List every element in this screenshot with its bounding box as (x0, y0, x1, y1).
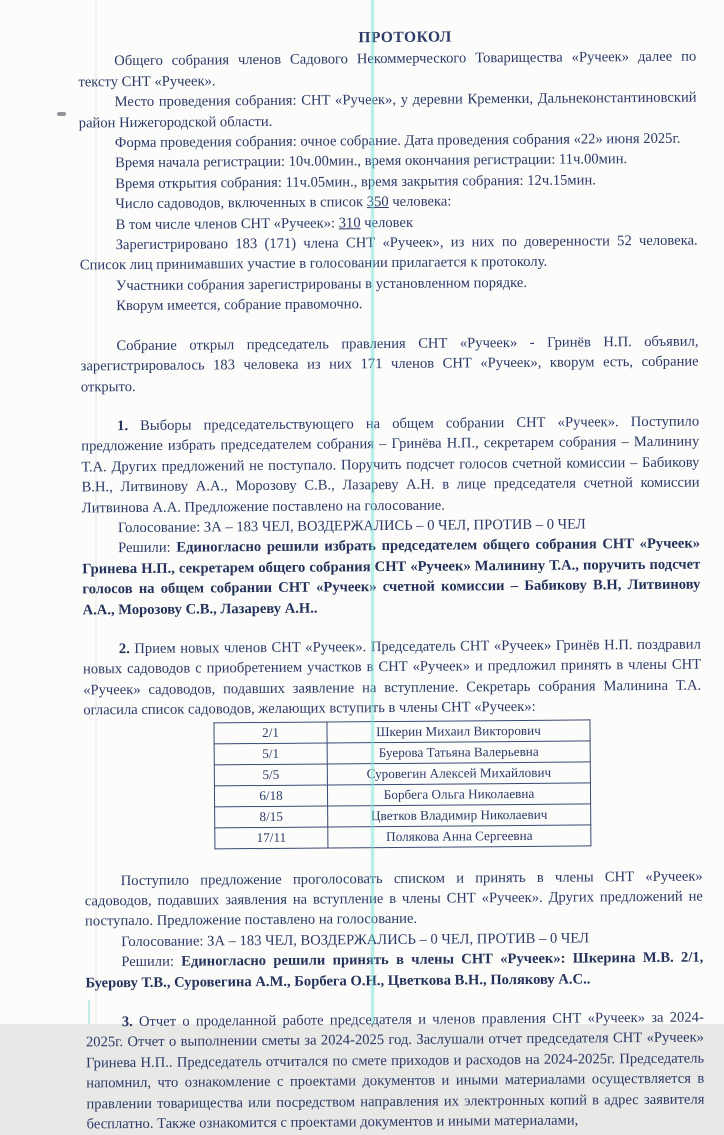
text-run: Кворум имеется, собрание правомочно. (116, 296, 363, 315)
text-run: Время начала регистрации: 10ч.00мин., время окончания регистрации: 11ч.00мин. (114, 151, 628, 172)
bold-text-run: 1. (117, 417, 129, 435)
paragraph (85, 948, 703, 994)
plot-number-cell: 8/15 (215, 806, 328, 828)
member-name-cell: Буерова Татьяна Валерьевна (327, 741, 590, 764)
bold-text-run: 2. (118, 641, 130, 658)
text-run: Голосование: ЗА – 183 ЧЕЛ, ВОЗДЕРЖАЛИСЬ – 0 ЧЕЛ, ПРОТИВ – 0 ЧЕЛ (121, 930, 590, 950)
table-row (214, 720, 590, 744)
table-row (214, 762, 590, 786)
text-run: Время открытия собрания: 11ч.05мин., время закрытия собрания: 12ч.15мин. (115, 172, 596, 192)
paragraph (80, 231, 698, 277)
text-run: Собрание открыл председатель правления СНТ «Ручеек» - Гринёв Н.П. объявил, зарегистрировалось 183 человека из них 171 членов СНТ «Ручеек», кворум есть, собрание открыто. (80, 333, 699, 395)
text-run: Поступило предложение проголосовать списком и принять в члены СНТ «Ручеек» садоводов, подавших заявления на вступление в члены СНТ «Ручеек». Других предложений не поступало. Предложение поставлено на голосование. (84, 868, 703, 930)
underlined-value: 310 (338, 214, 361, 232)
table-row (214, 741, 590, 765)
bold-text-run: 3. (121, 1014, 133, 1031)
paragraph (80, 331, 698, 397)
underlined-value: 350 (366, 194, 389, 211)
text-run: Зарегистрировано 183 (171) члена СНТ «Ручеек», из них по доверенности 52 человека. Список лиц принимавших участие в голосовании прилагается к протоколу. (79, 232, 698, 274)
text-run: Форма проведения собрания: очное собрание. Дата проведения собрания «22» июня 2025г. (114, 130, 681, 152)
text-run: Выборы председательствующего на общем собрании СНТ «Ручеек». Поступило предложение избрать председателем собрания – Гринёва Н.П., секретарем собрания – Малинину Т.А. Других предложений не поступало. Поручить подсчет голосов счетной комиссии – Бабикову В.Н., Литвинову А.А., Морозову С.В., Лазареву А.Н. в лице председателя счетной комиссии Литвинова А.А. Предложение поставлено на голосование. (81, 413, 700, 516)
document-body (78, 26, 705, 1135)
paragraph (82, 534, 701, 620)
plot-number-cell: 5/5 (214, 764, 327, 786)
bold-text-run: Единогласно решили принять в члены СНТ «Ручеек»: Шкерина М.В. 2/1, Буерову Т.В., Суровегина А.М., Борбега О.Н., Цветкова В.Н., Полякову А.С.. (85, 949, 704, 992)
paragraph (78, 47, 696, 93)
member-name-cell: Суровегин Алексей Михайлович (327, 762, 590, 785)
plot-number-cell: 5/1 (214, 743, 327, 765)
text-run: Голосование: ЗА – 183 ЧЕЛ, ВОЗДЕРЖАЛИСЬ – 0 ЧЕЛ, ПРОТИВ – 0 ЧЕЛ (117, 516, 586, 537)
text-run: Решили: (118, 540, 177, 557)
text-run: Место проведения собрания: СНТ «Ручеек», у деревни Кременки, Дальнеконстантиновский район Нижегородской области. (78, 89, 697, 132)
table-row (215, 825, 591, 849)
member-name-cell: Полякова Анна Сергеевна (328, 825, 591, 848)
paragraph (85, 866, 703, 932)
text-run: Отчет о проделанной работе председателя и членов правления СНТ «Ручеек» за 2024-2025г. Отчет о выполнении сметы за 2024-2025 год. Заслушали отчет председателя СНТ «Ручеек» Гринева Н.П.. Председатель отчитался по смете приходов и расходов на 2024-2025г. Председатель напомнил, что ознакомление с проектами документов и иными материалами осуществляется в правлении товарищества или посредством направления их электронных копий в адрес заявителя бесплатно. Также ознакомится с проектами документов и иными материалами, (85, 1009, 705, 1133)
document-title: ПРОТОКОЛ (358, 28, 452, 47)
paragraph (81, 411, 700, 518)
text-run: Число садоводов, включенных в список (115, 194, 367, 213)
paragraph (78, 88, 696, 134)
plot-number-cell: 17/11 (215, 827, 328, 849)
member-name-cell: Борбега Ольга Николаевна (327, 783, 590, 806)
text-run: Решили: (121, 953, 182, 971)
text-run: Участники собрания зарегистрированы в установленном порядке. (115, 274, 528, 295)
text-run: Прием новых членов СНТ «Ручеек». Председатель СНТ «Ручеек» Гринёв Н.П. поздравил новых садоводов с приобретением участков в СНТ «Ручеек» и предложил принять в члены СНТ «Ручеек» садоводов, подавших заявление на вступление. Секретарь собрания Малинина Т.А. огласила список садоводов, желающих вступить в члены СНТ «Ручеек»: (82, 636, 702, 719)
member-name-cell: Шкерин Михаил Викторович (327, 720, 590, 743)
text-run: Общего собрания членов Садового Некоммерческого Товарищества «Ручеек» далее по тексту СНТ «Ручеек». (78, 48, 697, 91)
text-run: человек (360, 214, 414, 231)
member-name-cell: Цветков Владимир Николаевич (328, 804, 591, 827)
paragraph (83, 635, 702, 721)
table-row (214, 783, 590, 807)
text-run: человека: (388, 193, 452, 211)
paragraph (86, 1008, 705, 1135)
bold-text-run: Единогласно решили избрать председателем общего собрания СНТ «Ручеек» Гринева Н.П., секретарем общего собрания СНТ «Ручеек» Малинину Т.А., поручить подсчет голосов на общем собрании СНТ «Ручеек» счетной комиссии – Бабикову В.Н, Литвинову А.А., Морозову С.В., Лазареву А.Н.. (82, 535, 701, 618)
table-row (215, 804, 591, 828)
text-run: В том числе членов СНТ «Ручеек»: (115, 215, 339, 233)
plot-number-cell: 6/18 (214, 785, 327, 807)
scan-speck (57, 112, 66, 116)
new-members-table (213, 719, 591, 849)
plot-number-cell: 2/1 (214, 722, 327, 744)
